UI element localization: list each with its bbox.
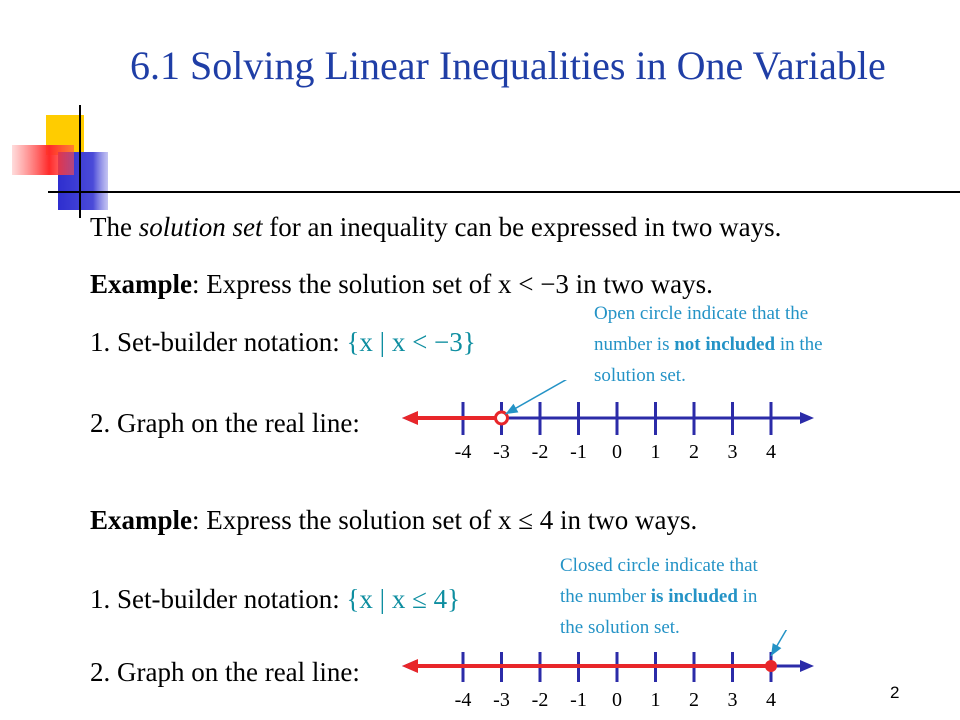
axis-arrow-right — [800, 660, 814, 672]
example1-note-line2-post: in the — [775, 334, 823, 355]
solution-ray-arrow — [402, 659, 418, 673]
example1-note — [594, 298, 823, 391]
example1-label: Example — [90, 269, 193, 299]
example1-note-line1: Open circle indicate that the — [594, 303, 809, 324]
tick-label: 4 — [766, 441, 776, 463]
example1-number-line — [0, 380, 960, 480]
example1-text: : Express the solution set of x < −3 in two ways. — [192, 269, 713, 299]
tick-label: -1 — [570, 441, 587, 463]
tick-label: 0 — [612, 441, 622, 463]
example2-graph-label: 2. Graph on the real line: — [90, 657, 360, 687]
intro-term: solution set — [138, 212, 263, 242]
example2-note-line1: Closed circle indicate that — [560, 555, 758, 576]
example2-statement — [90, 505, 697, 536]
tick-label: 2 — [689, 441, 699, 463]
tick-label: 3 — [727, 689, 738, 711]
tick-label: 3 — [727, 441, 738, 463]
tick-label: 1 — [650, 441, 661, 463]
example1-statement — [90, 269, 713, 300]
tick-label: -3 — [493, 689, 510, 711]
tick-label: 2 — [689, 689, 699, 711]
example1-note-line2-bold: not included — [674, 334, 776, 355]
example2-setbuilder — [90, 584, 460, 615]
example1-note-line2-pre: number is — [594, 334, 675, 355]
example1-graph-label: 2. Graph on the real line: — [90, 408, 360, 438]
example2-note-line3: the solution set. — [560, 617, 680, 638]
pointer-arrowhead — [771, 643, 781, 656]
example1-note-line3: solution set. — [594, 365, 686, 386]
intro-suffix: for an inequality can be expressed in two ways. — [262, 212, 782, 242]
slide-title: 6.1 Solving Linear Inequalities in One Variable — [130, 43, 886, 88]
intro-text — [90, 212, 781, 243]
example1-note-line2 — [594, 329, 823, 360]
example2-note-line2-post: in — [737, 586, 758, 607]
tick-label: -4 — [454, 689, 472, 711]
title-underline — [48, 191, 960, 193]
tick-label: 0 — [612, 689, 622, 711]
example1-setbuilder-value: {x | x < −3} — [346, 327, 476, 357]
example2-setbuilder-value: {x | x ≤ 4} — [346, 584, 461, 614]
example1-setbuilder — [90, 327, 476, 358]
axis-arrow-right — [800, 412, 814, 424]
tick-label: -3 — [493, 441, 510, 463]
tick-label: 4 — [766, 689, 776, 711]
example1-setbuilder-label: 1. Set-builder notation: — [90, 327, 347, 357]
tick-label: -2 — [531, 689, 549, 711]
tick-label: -1 — [570, 689, 587, 711]
page-number: 2 — [890, 683, 900, 702]
example2-note-line2-pre: the number — [560, 586, 651, 607]
corner-logo-decoration — [0, 100, 140, 220]
tick-label: -4 — [454, 441, 472, 463]
tick-label: -2 — [531, 441, 549, 463]
closed-circle-endpoint — [765, 660, 777, 672]
example2-text: : Express the solution set of x ≤ 4 in two ways. — [192, 505, 698, 535]
solution-ray-arrow — [402, 411, 418, 425]
example2-note-line2 — [560, 581, 758, 612]
example2-setbuilder-label: 1. Set-builder notation: — [90, 584, 347, 614]
example2-note-line2-bold: is included — [650, 586, 738, 607]
example2-number-line — [0, 630, 960, 720]
tick-label: 1 — [650, 689, 661, 711]
example2-label: Example — [90, 505, 193, 535]
pointer-arrowhead — [506, 404, 519, 414]
intro-prefix: The — [90, 212, 139, 242]
